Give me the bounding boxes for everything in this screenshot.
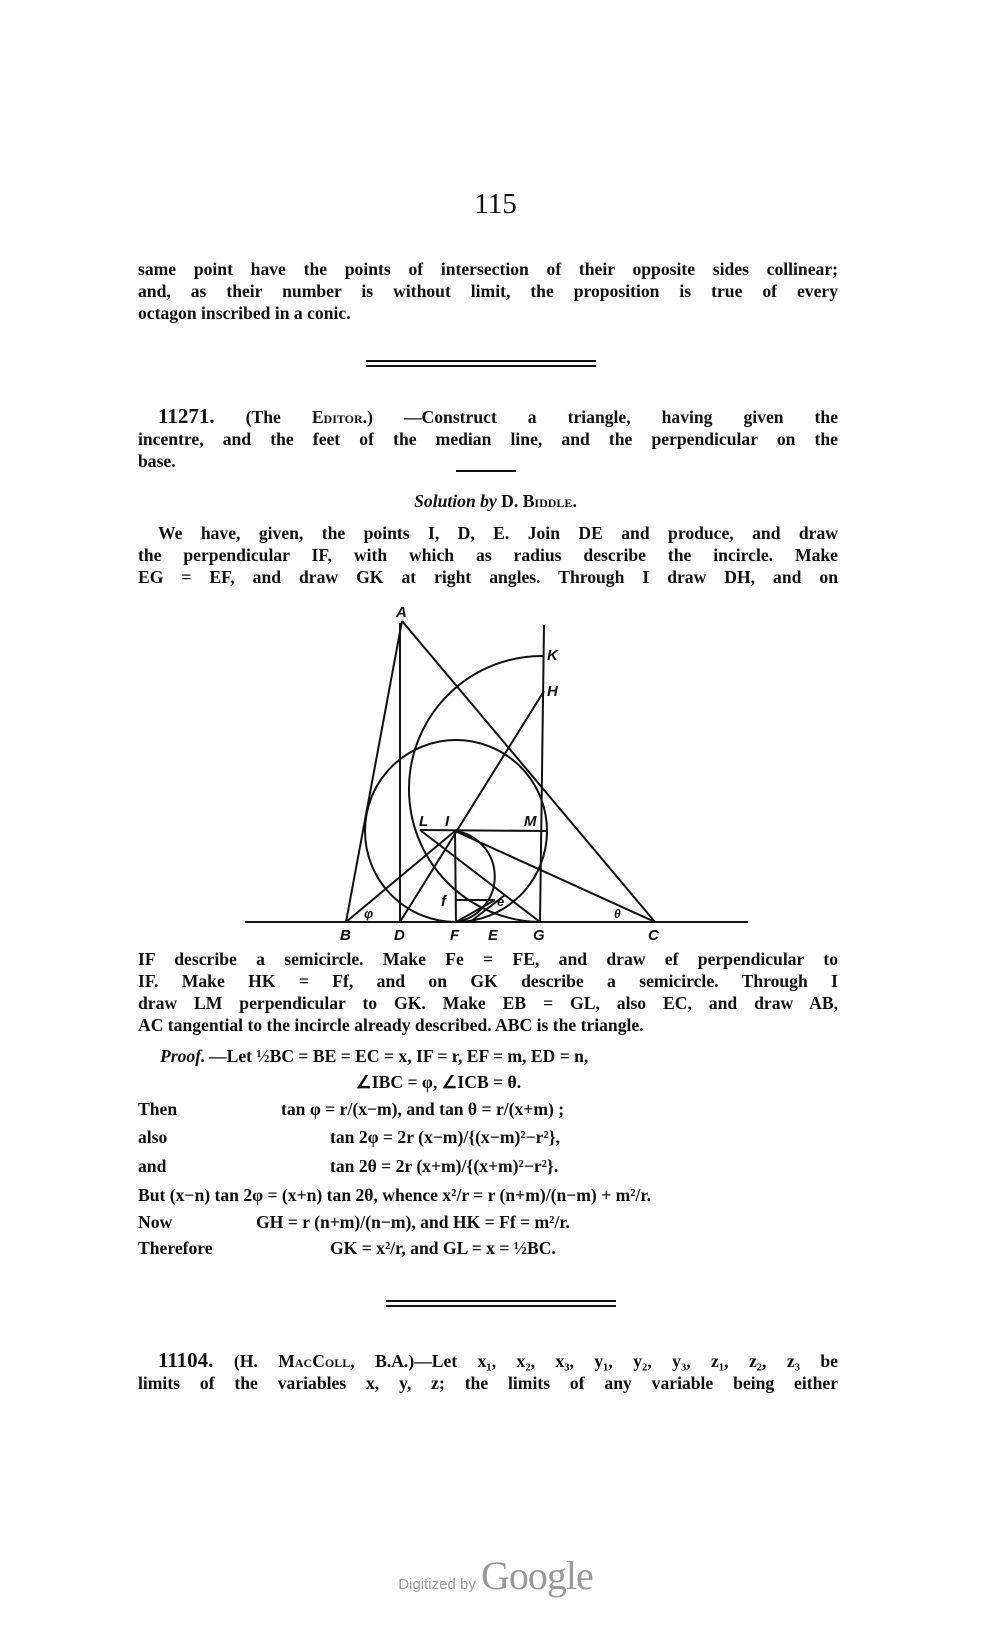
line-if — [455, 831, 456, 922]
google-logo: Google — [480, 1553, 593, 1598]
author-prefix: (H. — [233, 1351, 279, 1371]
proof-angles: ∠IBC = φ, ∠ICB = θ. — [356, 1072, 522, 1092]
solution-body-bottom — [138, 948, 838, 1036]
text-line: EG = EF, and draw GK at right angles. Through I draw DH, and on — [138, 567, 838, 587]
proof-definitions: —Let ½BC = BE = EC = x, IF = r, EF = m, ED = n, — [209, 1046, 589, 1066]
text-line: and, as their number is without limit, the proposition is true of every — [138, 281, 838, 301]
derivation-expr: But (x−n) tan 2φ = (x+n) tan 2θ, whence x²/r = r (n+m)/(n−m) + m²/r. — [138, 1185, 652, 1205]
text-line: octagon inscribed in a conic. — [138, 303, 351, 323]
label-f: F — [450, 927, 460, 944]
solution-author-initial: D. — [501, 491, 523, 511]
label-phi: φ — [364, 906, 374, 921]
solution-prefix: Solution by — [414, 491, 497, 511]
derivation-row — [138, 1212, 838, 1234]
solution-author: Biddle — [522, 491, 573, 511]
derivation-row — [138, 1238, 838, 1260]
derivation-expr: tan 2φ = 2r (x−m)/{(x−m)²−r²}, — [330, 1127, 561, 1147]
label-k: K — [547, 647, 558, 664]
derivation-label: and — [138, 1156, 167, 1176]
line-gk — [540, 625, 544, 922]
text-line: IF. Make HK = Ff, and on GK describe a semicircle. Through I — [138, 971, 838, 991]
text-line: base. — [138, 451, 176, 471]
label-h: H — [547, 683, 558, 700]
label-i: I — [445, 813, 450, 830]
derivation-expr: tan φ = r/(x−m), and tan θ = r/(x+m) ; — [281, 1099, 565, 1119]
author-suffix: .) — [362, 407, 373, 427]
text-line: same point have the points of intersection of their opposite sides collinear; — [138, 259, 838, 279]
label-d: D — [394, 927, 405, 944]
digitized-watermark — [0, 1552, 991, 1599]
label-c: C — [648, 927, 659, 944]
line-dh — [400, 691, 544, 922]
derivation-expr: GH = r (n+m)/(n−m), and HK = Ff = m²/r. — [256, 1212, 570, 1232]
derivation-label: Therefore — [138, 1238, 213, 1258]
label-l: L — [419, 813, 429, 830]
author-prefix: (The — [245, 407, 312, 427]
proof-line-2 — [138, 1072, 838, 1094]
text-line: We have, given, the points I, D, E. Join DE and produce, and draw — [158, 523, 838, 543]
text-line: AC tangential to the incircle already described. ABC is the triangle. — [138, 1015, 644, 1035]
derivation-label: also — [138, 1127, 168, 1147]
section-divider — [386, 1300, 616, 1307]
text-fragment: —Construct a triangle, having given the — [403, 407, 839, 427]
page-number: 115 — [474, 188, 517, 220]
proof-label: Proof. — [160, 1046, 206, 1066]
label-e-lower: e — [497, 894, 505, 909]
derivation-row — [138, 1185, 838, 1207]
derivation-label: Then — [138, 1099, 178, 1119]
side-ab — [346, 621, 402, 922]
text-fragment: —Let x₁, x₂, x₃, y₁, y₂, y₃, z₁, z₂, z₃ be — [414, 1351, 838, 1371]
derivation-expr: tan 2θ = 2r (x+m)/{(x+m)²−r²}. — [330, 1156, 559, 1176]
text-line: draw LM perpendicular to GK. Make EB = GL, also EC, and draw AB, — [138, 993, 838, 1013]
label-f-lower: f — [441, 893, 446, 910]
text-line: incentre, and the feet of the median line, and the perpendicular on the — [138, 429, 838, 449]
proof-line-1 — [138, 1046, 838, 1068]
derivation-row — [138, 1156, 838, 1178]
problem-number: 11271. — [158, 404, 215, 428]
text-line: IF describe a semicircle. Make Fe = FE, and draw ef perpendicular to — [138, 949, 838, 969]
side-ac — [402, 621, 655, 922]
derivation-row — [138, 1099, 838, 1121]
text-line: the perpendicular IF, with which as radius describe the incircle. Make — [138, 545, 838, 565]
label-b: B — [340, 927, 351, 944]
problem-author: Editor — [311, 407, 363, 427]
watermark-prefix: Digitized by — [398, 1576, 476, 1593]
problem-11104-statement — [138, 1349, 838, 1394]
label-theta: θ — [614, 907, 621, 921]
label-a: A — [396, 604, 407, 621]
label-g: G — [533, 927, 545, 944]
label-e: E — [488, 927, 499, 944]
derivation-label: Now — [138, 1212, 173, 1232]
problem-number: 11104. — [158, 1348, 214, 1372]
text-line — [138, 1349, 838, 1372]
problem-author: MacColl — [278, 1351, 351, 1371]
solution-suffix: . — [572, 491, 577, 511]
text-line: limits of the variables x, y, z; the limits of any variable being either — [138, 1373, 838, 1393]
line-lm — [420, 830, 548, 831]
author-suffix: , B.A.) — [350, 1351, 415, 1371]
derivation-expr: GK = x²/r, and GL = x = ½BC. — [330, 1238, 556, 1258]
semicircle-gk — [409, 656, 544, 922]
derivation-row — [138, 1127, 838, 1149]
label-m: M — [524, 813, 537, 830]
